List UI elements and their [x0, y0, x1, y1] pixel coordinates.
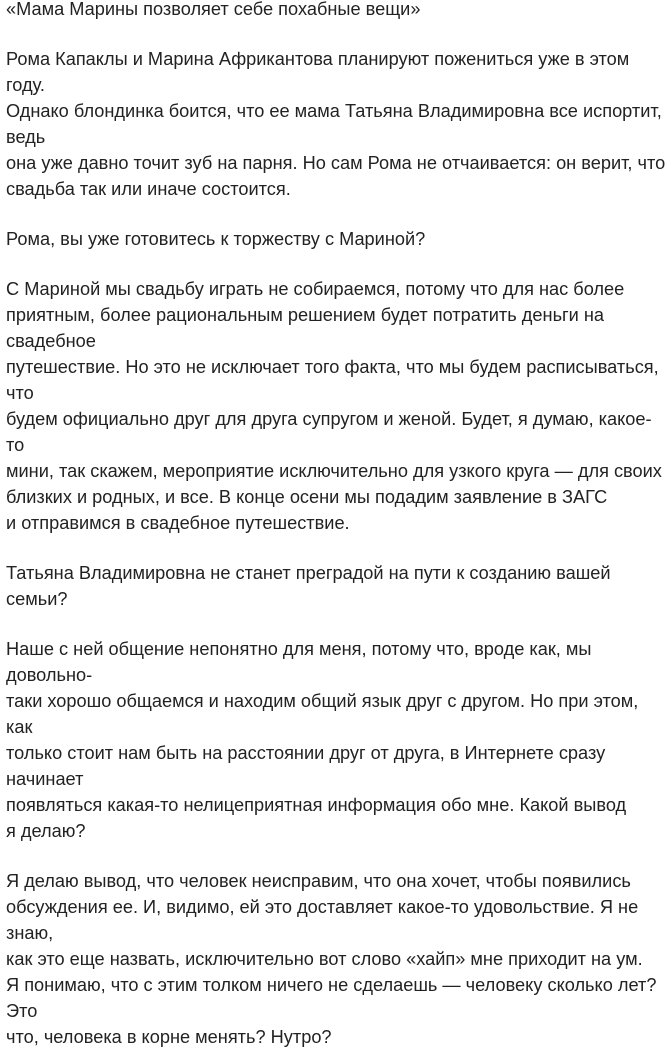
- intro-paragraph: Рома Капаклы и Марина Африкантова планируют пожениться уже в этом году. Однако блондинка боится, что ее мама Татьяна Владимировна все испортит, ведь она уже давно точит зуб на парня. Но сам Рома не отчаивается: он верит, что свадьба так или иначе состоится.: [6, 49, 666, 199]
- paragraph-spacer: [6, 844, 666, 868]
- interview-answer: Наше с ней общение непонятно для меня, потому что, вроде как, мы довольно- таки хорошо общаемся и находим общий язык друг с другом. Но при этом, как только стоит нам быть на расстоянии друг от друга, в Интернете сразу начинает появляться какая-то нелицеприятная информация обо мне. Какой вывод я делаю?: [6, 639, 639, 841]
- paragraph-spacer: [6, 252, 666, 276]
- interview-question: Татьяна Владимировна не станет преградой на пути к созданию вашей семьи?: [6, 563, 611, 609]
- paragraph-spacer: [6, 612, 666, 636]
- interview-question: Рома, вы уже готовитесь к торжеству с Мариной?: [6, 229, 426, 249]
- article-title: «Мама Марины позволяет себе похабные вещи»: [6, 0, 421, 19]
- paragraph-spacer: [6, 536, 666, 560]
- paragraph-spacer: [6, 22, 666, 46]
- interview-answer: Я делаю вывод, что человек неисправим, что она хочет, чтобы появились обсуждения ее. И, видимо, ей это доставляет какое-то удовольствие. Я не знаю, как это еще назвать, исключительно вот слово «хайп» мне приходит на ум. Я понимаю, что с этим толком ничего не сделаешь — человеку сколько лет? Это что, человека в корне менять? Нутро?: [6, 871, 657, 1047]
- paragraph-spacer: [6, 202, 666, 226]
- interview-answer: С Мариной мы свадьбу играть не собираемся, потому что для нас более приятным, более рациональным решением будет потратить деньги на свадебное путешествие. Но это не исключает того факта, что мы будем расписываться, что будем официально друг для друга супругом и женой. Будет, я думаю, какое-то мини, так скажем, мероприятие исключительно для узкого круга — для своих близких и родных, и все. В конце осени мы подадим заявление в ЗАГС и отправимся в свадебное путешествие.: [6, 279, 662, 533]
